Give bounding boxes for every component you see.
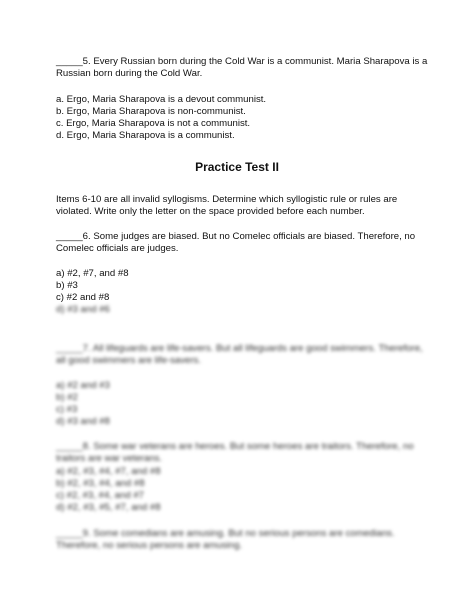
instructions-line2: violated. Write only the letter on the space provided before each number. [56, 206, 365, 217]
instructions-line1: Items 6-10 are all invalid syllogisms. Determine which syllogistic rule or rules are [56, 194, 398, 205]
q7-option-c: c) #3 [56, 404, 78, 415]
q8-option-d: d) #2, #3, #5, #7, and #8 [56, 502, 161, 513]
q6-option-d: d) #3 and #6 [56, 304, 110, 315]
q6-option-b: b) #3 [56, 280, 78, 291]
q7-stem-line2: all good swimmers are life-savers. [56, 355, 202, 366]
q9-stem-line2: Therefore, no serious persons are amusing. [56, 540, 243, 551]
section-title: Practice Test II [195, 160, 279, 174]
q8-stem-line2: traitors are war veterans. [56, 453, 163, 464]
q8-option-c: c) #2, #3, #4, and #7 [56, 490, 145, 501]
q7-option-d: d) #3 and #8 [56, 416, 110, 427]
q5-option-b: b. Ergo, Maria Sharapova is non-communist. [56, 106, 246, 117]
q8-option-b: b) #2, #3, #4, and #8 [56, 478, 145, 489]
q9-stem-line1: _____9. Some comedians are amusing. But no serious persons are comedians. [56, 528, 395, 539]
q5-stem-line1: _____5. Every Russian born during the Cold War is a communist. Maria Sharapova is a [56, 56, 428, 67]
q5-option-c: c. Ergo, Maria Sharapova is not a communist. [56, 118, 251, 129]
q6-stem-line1: _____6. Some judges are biased. But no Comelec officials are biased. Therefore, no [56, 231, 416, 242]
q7-option-b: b) #2 [56, 392, 78, 403]
q6-stem-line2: Comelec officials are judges. [56, 243, 179, 254]
q8-stem-line1: _____8. Some war veterans are heroes. But some heroes are traitors. Therefore, no [56, 441, 414, 452]
q6-option-c: c) #2 and #8 [56, 292, 110, 303]
q6-option-a: a) #2, #7, and #8 [56, 268, 129, 279]
q5-option-a: a. Ergo, Maria Sharapova is a devout communist. [56, 94, 267, 105]
q5-option-d: d. Ergo, Maria Sharapova is a communist. [56, 130, 235, 141]
q8-option-a: a) #2, #3, #4, #7, and #8 [56, 466, 161, 477]
q7-option-a: a) #2 and #3 [56, 380, 110, 391]
q5-stem-line2: Russian born during the Cold War. [56, 68, 203, 79]
q7-stem-line1: _____7. All lifeguards are life-savers. But all lifeguards are good swimmers. Therefore, [56, 343, 423, 354]
